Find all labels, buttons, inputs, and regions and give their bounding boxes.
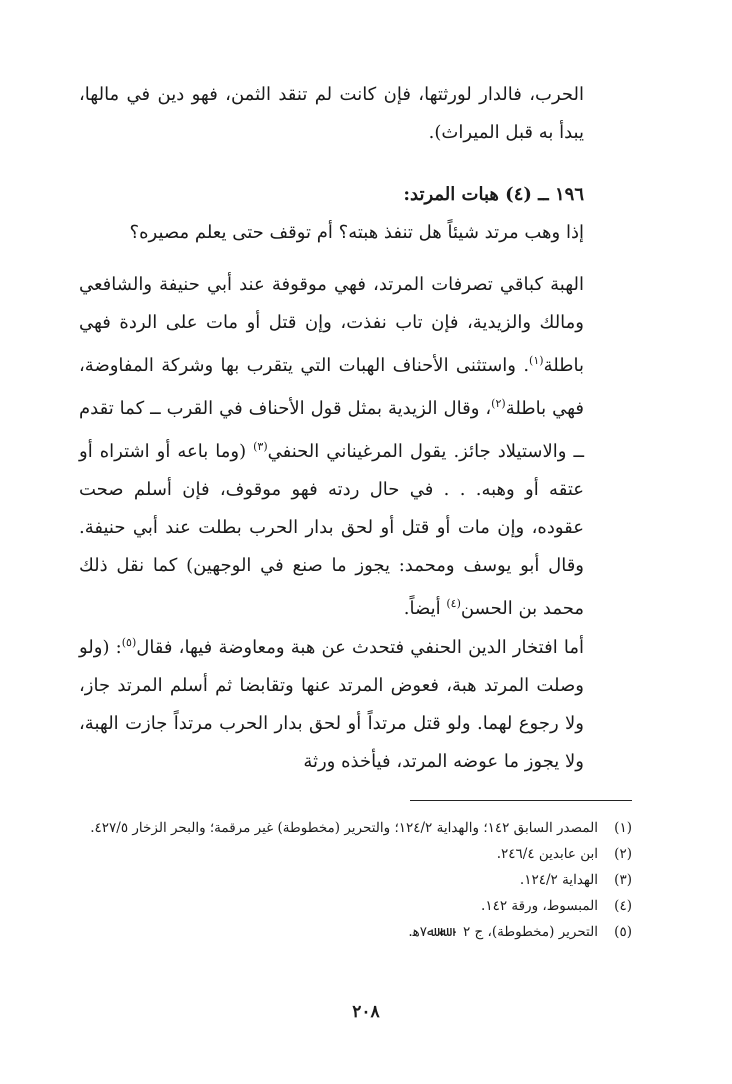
section-question: إذا وهب مرتد شيئاً هل تنفذ هبته؟ أم توقف حتى يعلم مصيره؟ xyxy=(129,222,584,243)
footnote-number: (٢) xyxy=(614,846,632,862)
footnote-separator xyxy=(410,800,632,801)
footnote-number: (٣) xyxy=(614,872,632,888)
paragraph-1 xyxy=(79,266,584,628)
footnote-marker-4: (٤) xyxy=(446,597,461,610)
paragraph-2-text-b: : (ولو وصلت المرتد هبة، فعوض المرتد عنها وتقابضا ثم أسلم المرتد جاز، ولا رجوع لهما. ولو قتل مرتداً أو لحق بدار الحرب مرتداً جازت الهبة، ولا يجوز ما عوضه المرتد، فيأخذه ورثة xyxy=(79,637,584,772)
paragraph-1-text-a: الهبة كباقي تصرفات المرتد، فهي موقوفة عند أبي حنيفة والشافعي ومالك والزيدية، فإن تاب نفذت، وإن قتل أو مات على الردة فهي باطلة xyxy=(79,274,584,376)
footnote xyxy=(62,815,632,841)
footnote-number: (١) xyxy=(614,820,632,836)
footnote-text: ابن عابدين ٢٤٦/٤. xyxy=(496,846,598,862)
footnote xyxy=(62,867,632,893)
footnote xyxy=(62,841,632,867)
paragraph-1-text-b: . واستثنى الأحناف الهبات التي يتقرب بها وشركة المفاوضة، فهي باطلة xyxy=(79,355,584,419)
footnote-text: المبسوط، ورقة ١٤٢. xyxy=(481,898,598,914)
footnote-text: التحرير (مخطوطة)، ج ٢ ٠ ﷲ ﷲ٧ﻫ. xyxy=(408,924,598,940)
footnote-marker-1: (١) xyxy=(529,354,544,367)
footnote xyxy=(62,919,632,945)
footnote-marker-2: (٢) xyxy=(491,397,506,410)
footnote-marker-3: (٣) xyxy=(253,440,268,453)
footnote xyxy=(62,893,632,919)
continuation-paragraph: الحرب، فالدار لورثتها، فإن كانت لم تنقد الثمن، فهو دين في مالها، يبدأ به قبل الميراث). xyxy=(79,84,584,143)
footnotes xyxy=(62,815,632,945)
section-heading: ١٩٦ ــ (٤) هبات المرتد: xyxy=(403,184,584,205)
paragraph-1-text-d: (وما باعه أو اشتراه أو عتقه أو وهبه. . . في حال ردته فهو موقوف، فإن أسلم صحت عقوده، وإن مات أو قتل أو لحق بدار الحرب بطلت عند أبي حنيفة. وقال أبو يوسف ومحمد: يجوز ما صنع في الوجهين) كما نقل ذلك محمد بن الحسن xyxy=(79,441,584,619)
footnote-text: المصدر السابق ١٤٢؛ والهداية ١٢٤/٢؛ والتحرير (مخطوطة) غير مرقمة؛ والبحر الزخار ٤٢٧/٥. xyxy=(90,820,598,836)
paragraph-2-text-a: أما افتخار الدين الحنفي فتحدث عن هبة ومعاوضة فيها، فقال xyxy=(136,637,584,658)
paragraph-1-text-e: أيضاً. xyxy=(403,598,447,619)
paragraph-1-text-c: ، وقال الزيدية بمثل قول الأحناف في القرب ــ كما تقدم ــ والاستيلاد جائز. يقول المرغيناني الحنفي xyxy=(79,398,584,462)
footnote-number: (٤) xyxy=(614,898,632,914)
paragraph-2 xyxy=(79,624,584,781)
page-number: ٢٠٨ xyxy=(352,1002,380,1022)
footnote-marker-5: (٥) xyxy=(121,636,137,649)
footnote-number: (٥) xyxy=(614,924,632,940)
footnote-text: الهداية ١٢٤/٢. xyxy=(519,872,598,888)
